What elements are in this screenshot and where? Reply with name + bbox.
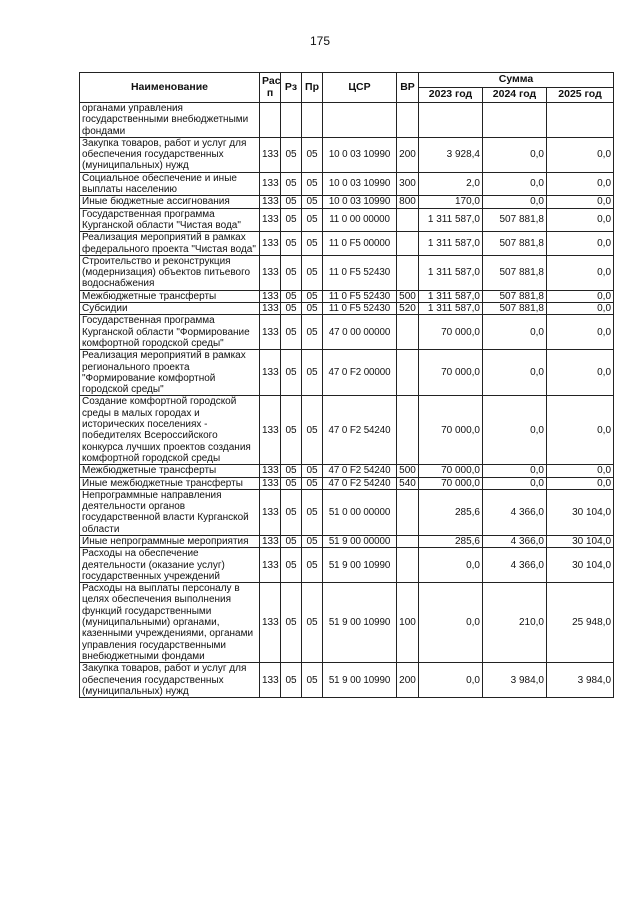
row-name: Реализация мероприятий в рамках регионального проекта "Формирование комфортной городской среды" [80,350,260,396]
row-name: Государственная программа Курганской области "Чистая вода" [80,208,260,232]
row-vr [397,103,419,138]
row-rasp: 133 [260,172,281,196]
row-sum-2025: 30 104,0 [547,548,614,583]
row-rz: 05 [281,303,302,315]
row-pr: 05 [302,663,323,698]
header-rz: Рз [281,73,302,103]
row-sum-2024: 4 366,0 [483,548,547,583]
row-rz: 05 [281,465,302,477]
row-rz: 05 [281,548,302,583]
row-rz: 05 [281,196,302,208]
row-csr: 51 9 00 10990 [323,548,397,583]
row-sum-2025: 0,0 [547,350,614,396]
row-sum-2023: 0,0 [419,583,483,663]
row-vr: 200 [397,137,419,172]
row-rz [281,103,302,138]
row-sum-2025: 0,0 [547,232,614,256]
row-csr: 10 0 03 10990 [323,137,397,172]
row-csr: 47 0 F2 00000 [323,350,397,396]
row-rz: 05 [281,208,302,232]
header-name: Наименование [80,73,260,103]
row-sum-2023: 1 311 587,0 [419,208,483,232]
row-sum-2023: 1 311 587,0 [419,255,483,290]
row-rasp: 133 [260,350,281,396]
header-sum: Сумма [419,73,614,88]
row-rasp [260,103,281,138]
header-year-2025: 2025 год [547,88,614,103]
row-csr: 51 9 00 00000 [323,535,397,547]
table-row [80,350,614,396]
row-vr: 800 [397,196,419,208]
row-sum-2024: 0,0 [483,477,547,489]
row-csr: 51 0 00 00000 [323,489,397,535]
row-sum-2023: 0,0 [419,663,483,698]
row-rasp: 133 [260,137,281,172]
row-rasp: 133 [260,232,281,256]
row-csr: 11 0 F5 00000 [323,232,397,256]
row-rasp: 133 [260,663,281,698]
row-csr: 10 0 03 10990 [323,196,397,208]
row-sum-2024: 3 984,0 [483,663,547,698]
row-vr [397,232,419,256]
row-csr: 51 9 00 10990 [323,583,397,663]
row-sum-2024 [483,103,547,138]
table-row [80,232,614,256]
row-sum-2025: 30 104,0 [547,535,614,547]
row-rasp: 133 [260,489,281,535]
row-vr: 500 [397,290,419,302]
header-csr: ЦСР [323,73,397,103]
row-name: Государственная программа Курганской области "Формирование комфортной городской среды" [80,315,260,350]
table-row [80,303,614,315]
row-sum-2025 [547,103,614,138]
row-vr [397,489,419,535]
row-pr: 05 [302,583,323,663]
row-rz: 05 [281,396,302,465]
budget-table [79,72,614,698]
row-csr: 10 0 03 10990 [323,172,397,196]
row-rasp: 133 [260,477,281,489]
row-name: Субсидии [80,303,260,315]
row-csr: 11 0 F5 52430 [323,303,397,315]
row-pr: 05 [302,208,323,232]
row-name: Межбюджетные трансферты [80,290,260,302]
table-row [80,103,614,138]
row-vr: 300 [397,172,419,196]
row-pr: 05 [302,290,323,302]
row-rasp: 133 [260,290,281,302]
row-csr: 47 0 F2 54240 [323,465,397,477]
row-name: Иные бюджетные ассигнования [80,196,260,208]
row-pr: 05 [302,255,323,290]
table-row [80,137,614,172]
row-sum-2023: 3 928,4 [419,137,483,172]
row-sum-2024: 507 881,8 [483,255,547,290]
row-pr: 05 [302,535,323,547]
table-row [80,315,614,350]
row-sum-2023: 170,0 [419,196,483,208]
table-row [80,548,614,583]
row-sum-2025: 0,0 [547,315,614,350]
row-sum-2024: 0,0 [483,196,547,208]
row-name: Социальное обеспечение и иные выплаты населению [80,172,260,196]
row-rz: 05 [281,489,302,535]
row-sum-2023: 285,6 [419,535,483,547]
row-pr [302,103,323,138]
row-rz: 05 [281,255,302,290]
row-name: Строительство и реконструкция (модернизация) объектов питьевого водоснабжения [80,255,260,290]
row-rasp: 133 [260,535,281,547]
row-pr: 05 [302,196,323,208]
row-rz: 05 [281,172,302,196]
row-sum-2024: 507 881,8 [483,232,547,256]
row-sum-2025: 30 104,0 [547,489,614,535]
row-vr: 520 [397,303,419,315]
row-sum-2025: 0,0 [547,303,614,315]
row-rasp: 133 [260,465,281,477]
table-row [80,396,614,465]
row-name: Закупка товаров, работ и услуг для обеспечения государственных (муниципальных) нужд [80,663,260,698]
row-pr: 05 [302,303,323,315]
row-vr [397,535,419,547]
row-sum-2024: 4 366,0 [483,489,547,535]
row-sum-2025: 0,0 [547,208,614,232]
row-pr: 05 [302,232,323,256]
row-sum-2024: 4 366,0 [483,535,547,547]
row-sum-2025: 0,0 [547,396,614,465]
header-vr: ВР [397,73,419,103]
row-vr [397,396,419,465]
row-rz: 05 [281,583,302,663]
table-row [80,477,614,489]
row-name: Иные непрограммные мероприятия [80,535,260,547]
table-row [80,465,614,477]
row-sum-2024: 210,0 [483,583,547,663]
row-name: Закупка товаров, работ и услуг для обеспечения государственных (муниципальных) нужд [80,137,260,172]
row-vr [397,315,419,350]
row-vr: 540 [397,477,419,489]
row-sum-2024: 0,0 [483,465,547,477]
row-sum-2025: 25 948,0 [547,583,614,663]
row-name: Межбюджетные трансферты [80,465,260,477]
row-pr: 05 [302,489,323,535]
row-pr: 05 [302,172,323,196]
row-sum-2024: 0,0 [483,172,547,196]
row-name: Создание комфортной городской среды в малых городах и исторических поселениях - победителях Всероссийского конкурса лучших проектов создания комфортной городской среды [80,396,260,465]
row-sum-2025: 0,0 [547,137,614,172]
row-csr: 11 0 F5 52430 [323,255,397,290]
row-vr [397,208,419,232]
table-row [80,172,614,196]
row-pr: 05 [302,548,323,583]
row-sum-2025: 0,0 [547,255,614,290]
row-sum-2024: 507 881,8 [483,208,547,232]
row-rasp: 133 [260,255,281,290]
row-sum-2023: 2,0 [419,172,483,196]
row-rasp: 133 [260,396,281,465]
row-pr: 05 [302,315,323,350]
row-rasp: 133 [260,208,281,232]
row-rz: 05 [281,290,302,302]
row-sum-2024: 0,0 [483,137,547,172]
row-rasp: 133 [260,303,281,315]
row-sum-2023 [419,103,483,138]
row-sum-2023: 70 000,0 [419,350,483,396]
row-rz: 05 [281,477,302,489]
table-row [80,255,614,290]
row-name: Расходы на обеспечение деятельности (оказание услуг) государственных учреждений [80,548,260,583]
header-rasp: Рас п [260,73,281,103]
row-sum-2025: 0,0 [547,172,614,196]
row-sum-2024: 0,0 [483,396,547,465]
row-pr: 05 [302,350,323,396]
row-pr: 05 [302,396,323,465]
row-pr: 05 [302,137,323,172]
table-row [80,196,614,208]
row-vr [397,548,419,583]
row-sum-2024: 507 881,8 [483,290,547,302]
row-name: органами управления государственными внебюджетными фондами [80,103,260,138]
row-csr: 51 9 00 10990 [323,663,397,698]
row-vr [397,255,419,290]
row-sum-2023: 70 000,0 [419,465,483,477]
row-csr [323,103,397,138]
row-rasp: 133 [260,548,281,583]
row-rz: 05 [281,350,302,396]
table-row [80,489,614,535]
row-vr: 100 [397,583,419,663]
table-row [80,290,614,302]
row-rasp: 133 [260,196,281,208]
row-rz: 05 [281,315,302,350]
row-sum-2023: 0,0 [419,548,483,583]
table-row [80,663,614,698]
row-name: Непрограммные направления деятельности органов государственной власти Курганской области [80,489,260,535]
row-sum-2023: 1 311 587,0 [419,290,483,302]
row-sum-2023: 70 000,0 [419,315,483,350]
row-sum-2023: 285,6 [419,489,483,535]
row-sum-2025: 0,0 [547,477,614,489]
row-vr: 500 [397,465,419,477]
row-csr: 47 0 F2 54240 [323,396,397,465]
row-name: Иные межбюджетные трансферты [80,477,260,489]
row-rz: 05 [281,232,302,256]
row-sum-2023: 70 000,0 [419,477,483,489]
table-row [80,535,614,547]
row-rasp: 133 [260,315,281,350]
row-name: Расходы на выплаты персоналу в целях обеспечения выполнения функций государственными (муниципальными) органами, казенными учреждениями, органами управления государственными внебюджетными фондами [80,583,260,663]
row-sum-2023: 70 000,0 [419,396,483,465]
row-rz: 05 [281,663,302,698]
row-csr: 11 0 00 00000 [323,208,397,232]
row-sum-2024: 0,0 [483,315,547,350]
table-row [80,208,614,232]
row-csr: 11 0 F5 52430 [323,290,397,302]
row-sum-2024: 507 881,8 [483,303,547,315]
page-number: 175 [309,34,331,48]
row-vr [397,350,419,396]
row-rz: 05 [281,137,302,172]
row-sum-2023: 1 311 587,0 [419,232,483,256]
row-vr: 200 [397,663,419,698]
header-year-2024: 2024 год [483,88,547,103]
row-rz: 05 [281,535,302,547]
row-sum-2025: 0,0 [547,290,614,302]
header-year-2023: 2023 год [419,88,483,103]
row-sum-2025: 0,0 [547,465,614,477]
row-name: Реализация мероприятий в рамках федерального проекта "Чистая вода" [80,232,260,256]
row-sum-2025: 3 984,0 [547,663,614,698]
row-sum-2025: 0,0 [547,196,614,208]
row-pr: 05 [302,477,323,489]
row-csr: 47 0 00 00000 [323,315,397,350]
row-sum-2023: 1 311 587,0 [419,303,483,315]
header-pr: Пр [302,73,323,103]
row-sum-2024: 0,0 [483,350,547,396]
row-pr: 05 [302,465,323,477]
row-rasp: 133 [260,583,281,663]
table-row [80,583,614,663]
row-csr: 47 0 F2 54240 [323,477,397,489]
